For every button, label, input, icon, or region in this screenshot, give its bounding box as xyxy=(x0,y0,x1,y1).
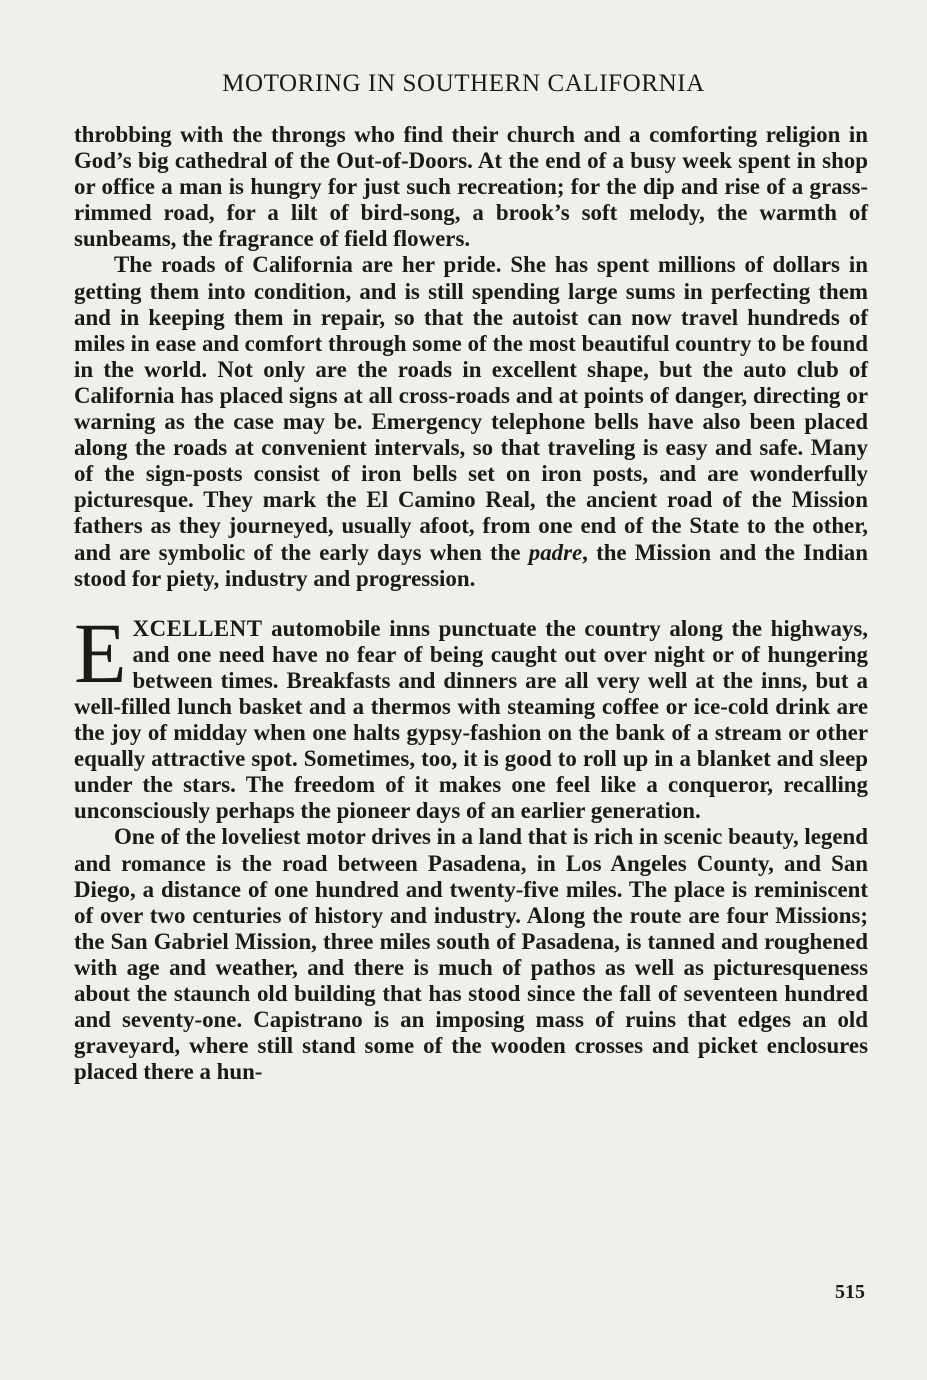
paragraph-continued: throbbing with the throngs who find their church and a comforting religion in God’s big cathedral of the Out-of-Doors. At the end of a busy week spent in shop or office a man is hungry for just such recreation; for the dip and rise of a grass-rimmed road, for a lilt of bird-song, a brook’s soft melody, the warmth of sunbeams, the fragrance of field flowers. xyxy=(74,122,868,252)
paragraph-roads-text: The roads of California are her pride. She has spent millions of dollars in getting them into condition, and is still spending large sums in perfecting them and in keeping them in repair, so that the autoist can now travel hundreds of miles in ease and comfort through some of the most beautiful country to be found in the world. Not only are the roads in excellent shape, but the auto club of California has placed signs at all cross-roads and at points of danger, directing or warning as the case may be. Emergency telephone bells have also been placed along the roads at convenient intervals, so that traveling is easy and safe. Many of the sign-posts consist of iron bells set on iron posts, and are wonderfully picturesque. They mark the El Camino Real, the ancient road of the Mission fathers as they journeyed, usually afoot, from one end of the State to the other, and are symbolic of the early days when the xyxy=(74,252,868,565)
page-number: 515 xyxy=(835,1281,865,1303)
paragraph-drive: One of the loveliest motor drives in a land that is rich in scenic beauty, legend and romance is the road between Pasadena, in Los Angeles County, and San Diego, a distance of one hundred and twenty-five miles. The place is reminiscent of over two centuries of history and industry. Along the route are four Missions; the San Gabriel Mission, three miles south of Pasadena, is tanned and roughened with age and weather, and there is much of pathos as well as picturesqueness about the staunch old building that has stood since the fall of seventeen hundred and seventy-one. Capistrano is an imposing mass of ruins that edges an old graveyard, where still stand some of the wooden crosses and picket enclosures placed there a hun- xyxy=(74,824,868,1085)
page-header: MOTORING IN SOUTHERN CALIFORNIA xyxy=(222,70,705,97)
italic-padre: padre xyxy=(528,539,583,565)
drop-cap-continuation: XCELLENT xyxy=(132,615,263,641)
paragraph-inns xyxy=(74,604,868,825)
paragraph-roads xyxy=(74,252,868,591)
paragraph-roads-end: , the Mission and the Indian stood for piety, industry and progression. xyxy=(74,539,868,591)
paragraph-inns-text: automobile inns punctuate the country along the highways, and one need have no fear of being caught out over night or of hungering between times. Breakfasts and dinners are all very well at the inns, but a well-filled lunch basket and a thermos with steaming coffee or ice-cold drink are the joy of midday when one halts gypsy-fashion on the bank of a stream or other equally attractive spot. Sometimes, too, it is good to roll up in a blanket and sleep under the stars. The freedom of it makes one feel like a conqueror, recalling unconsciously perhaps the pioneer days of an earlier generation. xyxy=(74,615,868,824)
drop-cap: E xyxy=(74,604,127,701)
article-body xyxy=(74,122,868,1085)
